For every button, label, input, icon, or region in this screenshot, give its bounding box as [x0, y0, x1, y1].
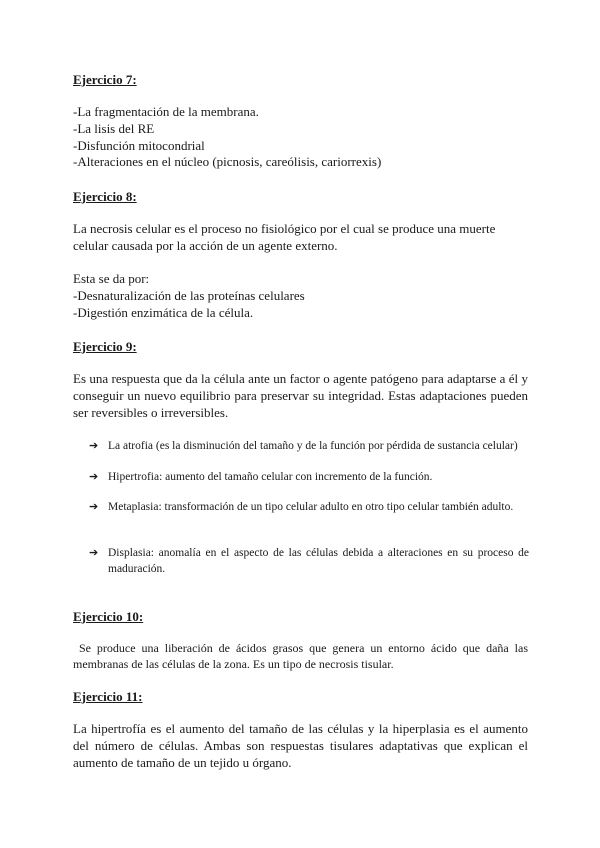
list-item — [89, 470, 529, 486]
heading-ejercicio-11: Ejercicio 11: — [73, 689, 143, 704]
bullet-text: Metaplasia: transformación de un tipo celular adulto en otro tipo celular también adulto. — [108, 501, 514, 513]
list-item — [89, 439, 529, 455]
ejercicio-8-list — [73, 271, 528, 321]
arrow-bullet-icon: ➔ — [89, 471, 99, 483]
list-line: -Disfunción mitocondrial — [73, 137, 205, 153]
list-item — [89, 546, 529, 577]
heading-ejercicio-10: Ejercicio 10: — [73, 609, 144, 624]
list-line: -Desnaturalización de las proteínas celulares — [73, 287, 305, 303]
ejercicio-7-list — [73, 104, 528, 171]
list-line: -Alteraciones en el núcleo (picnosis, careólisis, cariorrexis) — [73, 154, 382, 170]
bullet-text: La atrofia (es la disminución del tamaño y de la función por pérdida de sustancia celular) — [108, 440, 518, 452]
list-line: Esta se da por: — [73, 271, 150, 286]
ejercicio-11-paragraph: La hipertrofía es el aumento del tamaño de las células y la hiperplasia es el aumento del número de células. Ambas son respuestas tisulares adaptativas que explican el aumento de tamaño de un tejido u órgano. — [73, 721, 528, 770]
heading-ejercicio-8: Ejercicio 8: — [73, 189, 137, 204]
arrow-bullet-icon: ➔ — [89, 547, 99, 559]
list-item — [89, 500, 529, 516]
heading-ejercicio-9: Ejercicio 9: — [73, 339, 137, 354]
arrow-bullet-icon: ➔ — [89, 440, 99, 452]
arrow-bullet-icon: ➔ — [89, 501, 99, 513]
heading-ejercicio-7: Ejercicio 7: — [73, 72, 137, 87]
ejercicio-8-paragraph: La necrosis celular es el proceso no fisiológico por el cual se produce una muerte celular causada por la acción de un agente externo. — [73, 221, 496, 253]
list-line: -La fragmentación de la membrana. — [73, 104, 259, 119]
ejercicio-10-paragraph: Se produce una liberación de ácidos grasos que genera un entorno ácido que daña las membranas de las células de la zona. Es un tipo de necrosis tisular. — [73, 641, 531, 671]
list-line: -Digestión enzimática de la célula. — [73, 304, 254, 320]
ejercicio-9-paragraph: Es una respuesta que da la célula ante un factor o agente patógeno para adaptarse a él y conseguir un nuevo equilibrio para preservar su integridad. Estas adaptaciones pueden ser reversibles o irreversibles. — [73, 371, 528, 420]
list-line: -La lisis del RE — [73, 120, 155, 136]
bullet-text: Displasia: anomalía en el aspecto de las células debida a alteraciones en su proceso de maduración. — [108, 547, 529, 575]
bullet-text: Hipertrofia: aumento del tamaño celular con incremento de la función. — [108, 471, 433, 483]
